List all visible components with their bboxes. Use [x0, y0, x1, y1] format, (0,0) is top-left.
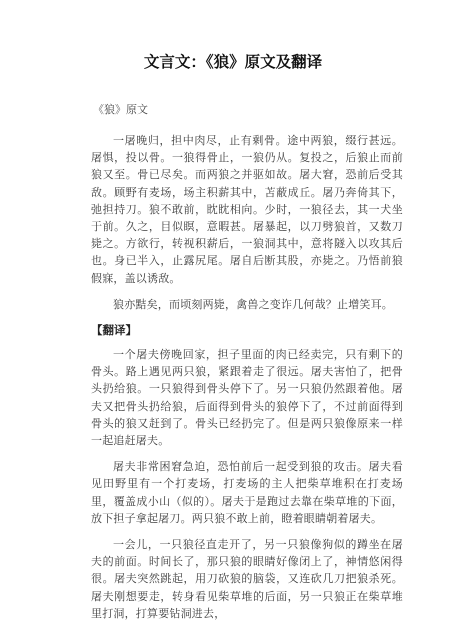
translation-paragraph-1: 一个屠夫傍晚回家，担子里面的肉已经卖完，只有剩下的骨头。路上遇见两只狼，紧跟着走了很远。屠夫害怕了，把骨头扔给狼。一只狼得到骨头停下了。另一只狼仍然跟着他。屠夫又把骨头扔给狼，后面得到骨头的狼停下了，不过前面得到骨头的狼又赶到了。骨头已经扔完了。但是两只狼像原来一样一起追赶屠夫。 [91, 348, 403, 448]
translation-heading: 【翻译】 [91, 323, 137, 338]
original-text-label: 《狼》原文 [93, 103, 148, 116]
page-title: 文言文：《狼》原文及翻译 [143, 53, 323, 71]
translation-paragraph-3: 一会儿，一只狼径直走开了，另一只狼像狗似的蹲坐在屠夫的前面。时间长了，那只狼的眼睛好像闭上了，神情悠闲得很。屠夫突然跳起，用刀砍狼的脑袋，又连砍几刀把狼杀死。屠夫刚想要走，转身看见柴草堆的后面，另一只狼正在柴草堆里打洞，打算要钻洞进去， [91, 538, 403, 620]
original-paragraph-2: 狼亦黠矣，而顷刻两毙，禽兽之变诈几何哉？止增笑耳。 [113, 297, 393, 311]
translation-paragraph-2: 屠夫非常困窘急迫，恐怕前后一起受到狼的攻击。屠夫看见田野里有一个打麦场，打麦场的主人把柴草堆积在打麦场里，覆盖成小山（似的）。屠夫于是跑过去靠在柴草堆的下面，放下担子拿起屠刀。两只狼不敢上前，瞪着眼睛朝着屠夫。 [91, 460, 403, 525]
original-paragraph-1: 一屠晚归，担中肉尽，止有剩骨。途中两狼，缀行甚远。屠惧，投以骨。一狼得骨止，一狼仍从。复投之，后狼止而前狼又至。骨已尽矣。而两狼之并驱如故。屠大窘，恐前后受其敌。顾野有麦场，场主积薪其中，苫蔽成丘。屠乃奔倚其下，弛担持刀。狼不敢前，眈眈相向。少时，一狼径去，其一犬坐于前。久之，目似瞑，意暇甚。屠暴起，以刀劈狼首，又数刀毙之。方欲行，转视积薪后，一狼洞其中，意将隧入以攻其后也。身已半入，止露尻尾。屠自后断其股，亦毙之。乃悟前狼假寐，盖以诱敌。 [91, 134, 403, 285]
